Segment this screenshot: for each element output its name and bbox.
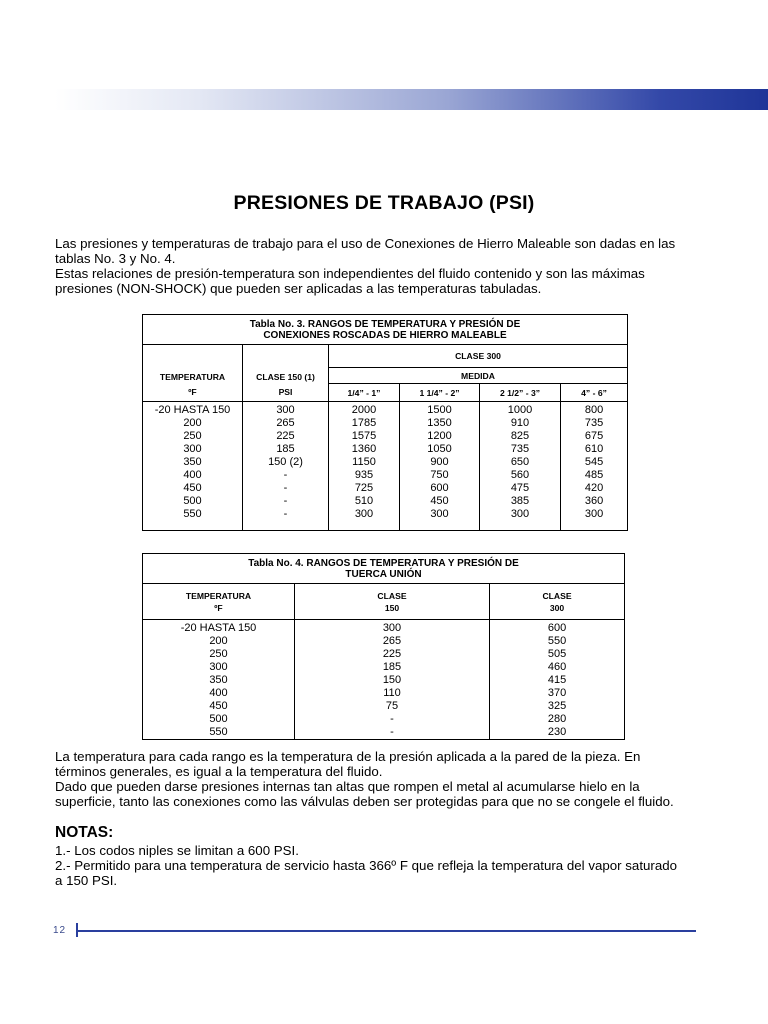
cell: - <box>283 508 288 520</box>
body-line: superficie, tanto las conexiones como las válvulas deben ser protegidas para que no se congele el fluido. <box>55 794 674 809</box>
cell: 300 <box>354 508 374 520</box>
cell: 250 <box>183 430 202 442</box>
cell: -20 HASTA 150 <box>180 622 257 634</box>
intro-line: Estas relaciones de presión-temperatura son independientes del fluido contenido y son las máximas <box>55 266 645 281</box>
caption-line: Tabla No. 3. RANGOS DE TEMPERATURA Y PRESIÓN DE <box>249 319 521 330</box>
cell: 200 <box>209 635 228 647</box>
cell: 265 <box>276 417 295 429</box>
clase300-size-column <box>400 402 480 531</box>
size-header: 2 1/2” - 3” <box>480 384 561 402</box>
cell: 560 <box>510 469 530 481</box>
cell: 735 <box>510 443 530 455</box>
cell: 610 <box>584 443 604 455</box>
size-header: 1/4” - 1” <box>329 384 400 402</box>
cell: 150 <box>382 674 402 686</box>
cell: 450 <box>183 482 202 494</box>
table-4-caption <box>143 554 625 584</box>
cell: 185 <box>276 443 295 455</box>
body-line: términos generales, es igual a la temperatura del fluido. <box>55 764 383 779</box>
cell: 265 <box>382 635 402 647</box>
medida-header: MEDIDA <box>329 368 628 384</box>
size-header: 1 1/4” - 2” <box>400 384 480 402</box>
cell: 825 <box>510 430 530 442</box>
notes-title: NOTAS: <box>55 824 114 841</box>
clase300-header-cell <box>490 584 625 620</box>
clase150-header: CLASE 150 (1) <box>243 345 329 384</box>
cell: 500 <box>183 495 202 507</box>
cell: 735 <box>584 417 604 429</box>
cell: 510 <box>354 495 374 507</box>
table-3-caption <box>143 315 628 345</box>
clase150-unit: 150 <box>384 602 400 613</box>
cell: 550 <box>183 508 202 520</box>
intro-line: Las presiones y temperaturas de trabajo para el uso de Conexiones de Hierro Maleable son dadas en las <box>55 236 676 251</box>
cell: 910 <box>510 417 530 429</box>
temperature-column <box>143 402 243 531</box>
notes-list <box>55 843 715 888</box>
footer-divider-line <box>77 930 696 932</box>
cell: 485 <box>584 469 604 481</box>
clase150-unit: PSI <box>243 384 329 402</box>
clase300-header: CLASE <box>542 590 572 601</box>
temperature-header: TEMPERATURA <box>159 371 226 382</box>
cell: 300 <box>209 661 228 673</box>
cell: 1000 <box>507 404 533 416</box>
cell: 230 <box>547 726 567 738</box>
cell: 650 <box>510 456 530 468</box>
temperature-unit: ºF <box>188 387 197 398</box>
intro-line: tablas No. 3 y No. 4. <box>55 251 176 266</box>
cell: 280 <box>547 713 567 725</box>
note-line: 1.- Los codos niples se limitan a 600 PSI. <box>55 843 299 858</box>
body-line: Dado que pueden darse presiones internas tan altas que rompen el metal al acumularse hielo en la <box>55 779 640 794</box>
cell: 200 <box>183 417 202 429</box>
clase300-size-column <box>480 402 561 531</box>
cell: 1575 <box>351 430 377 442</box>
body-line: La temperatura para cada rango es la temperatura de la presión aplicada a la pared de la pieza. En <box>55 749 641 764</box>
cell: 385 <box>510 495 530 507</box>
cell: 300 <box>183 443 202 455</box>
clase150-column <box>243 402 329 531</box>
clase150-header-cell <box>295 584 490 620</box>
cell: 1785 <box>351 417 377 429</box>
cell: 900 <box>430 456 449 468</box>
page-title: PRESIONES DE TRABAJO (PSI) <box>233 192 535 214</box>
cell: 460 <box>547 661 567 673</box>
cell: 300 <box>584 508 604 520</box>
cell: 110 <box>383 687 401 699</box>
cell: 1050 <box>427 443 452 455</box>
cell: 1150 <box>352 456 376 468</box>
note-line: 2.- Permitido para una temperatura de servicio hasta 366º F que refleja la temperatura del vapor saturado <box>55 858 678 873</box>
cell: 450 <box>209 700 228 712</box>
note-line: a 150 PSI. <box>55 873 118 888</box>
clase300-column <box>490 620 625 740</box>
cell: 2000 <box>351 404 377 416</box>
cell: - <box>283 482 288 494</box>
cell: 300 <box>382 622 402 634</box>
cell: 550 <box>209 726 228 738</box>
cell: 750 <box>430 469 449 481</box>
table-3 <box>142 314 628 531</box>
cell: 725 <box>354 482 374 494</box>
cell: -20 HASTA 150 <box>154 404 231 416</box>
cell: 1350 <box>427 417 452 429</box>
cell: 420 <box>584 482 604 494</box>
cell: 475 <box>510 482 530 494</box>
cell: 1200 <box>427 430 452 442</box>
cell: 360 <box>584 495 604 507</box>
cell: 300 <box>430 508 449 520</box>
cell: 415 <box>547 674 567 686</box>
cell: 545 <box>584 456 604 468</box>
cell: 1360 <box>351 443 377 455</box>
intro-paragraph <box>55 236 715 296</box>
temperature-column <box>143 620 295 740</box>
cell: 370 <box>547 687 567 699</box>
clase300-size-column <box>561 402 628 531</box>
cell: 300 <box>510 508 530 520</box>
cell: 225 <box>276 430 295 442</box>
cell: 1500 <box>427 404 452 416</box>
cell: 600 <box>547 622 567 634</box>
cell: 250 <box>209 648 228 660</box>
cell: 350 <box>183 456 202 468</box>
cell: 450 <box>430 495 449 507</box>
cell: 400 <box>209 687 228 699</box>
cell: 675 <box>584 430 604 442</box>
cell: - <box>283 495 288 507</box>
page-number: 12 <box>53 925 67 936</box>
temperature-header: TEMPERATURA <box>185 590 252 601</box>
cell: 225 <box>382 648 402 660</box>
cell: 150 (2) <box>268 456 303 468</box>
cell: 400 <box>183 469 202 481</box>
cell: 800 <box>584 404 604 416</box>
cell: 600 <box>430 482 449 494</box>
clase150-header: CLASE <box>377 590 407 601</box>
caption-line: CONEXIONES ROSCADAS DE HIERRO MALEABLE <box>263 330 507 341</box>
table-4 <box>142 553 625 740</box>
caption-line: TUERCA UNIÓN <box>345 569 422 580</box>
caption-line: Tabla No. 4. RANGOS DE TEMPERATURA Y PRESIÓN DE <box>248 558 519 569</box>
cell: 935 <box>354 469 374 481</box>
cell: 500 <box>209 713 228 725</box>
cell: 185 <box>382 661 402 673</box>
size-header: 4” - 6” <box>561 384 628 402</box>
clase300-size-column <box>329 402 400 531</box>
cell: - <box>390 726 394 738</box>
temperature-header-cell <box>143 584 295 620</box>
cell: 300 <box>276 404 295 416</box>
cell: 325 <box>547 700 567 712</box>
clase300-header: CLASE 300 <box>329 345 628 368</box>
header-gradient-band <box>55 89 768 110</box>
cell: 505 <box>547 648 567 660</box>
cell: - <box>390 713 394 725</box>
temperature-explanation-paragraph <box>55 749 715 809</box>
intro-line: presiones (NON-SHOCK) que pueden ser aplicadas a las temperaturas tabuladas. <box>55 281 542 296</box>
cell: 75 <box>385 700 399 712</box>
clase150-column <box>295 620 490 740</box>
cell: 550 <box>547 635 567 647</box>
cell: - <box>283 469 288 481</box>
cell: 350 <box>209 674 228 686</box>
temperature-unit: ºF <box>214 602 223 613</box>
clase300-unit: 300 <box>549 602 565 613</box>
